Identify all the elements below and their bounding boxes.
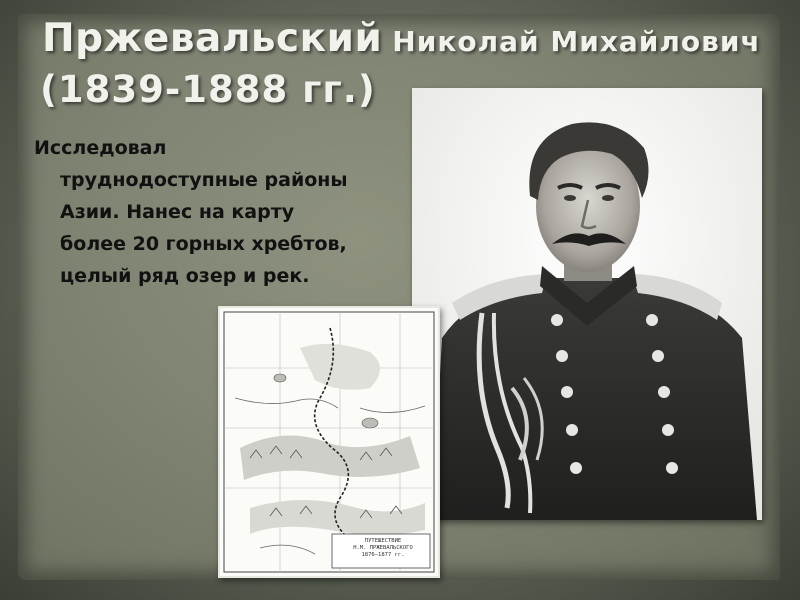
body-text [34,132,414,292]
body-line: Исследовал [34,137,167,159]
map-caption-line: 1876—1877 гг. [361,552,405,558]
map-caption [338,538,428,559]
map-caption-line: ПУТЕШЕСТВИЕ [364,538,402,544]
title-years: (1839-1888 гг.) [40,68,376,111]
body-line: Азии. Нанес на карту [60,201,295,223]
portrait-photo [412,88,762,520]
portrait-illustration [412,88,762,520]
body-line: целый ряд озер и рек. [60,265,310,287]
expedition-map [218,306,440,578]
map-caption-line: Н.М. ПРЖЕВАЛЬСКОГО [353,545,413,551]
body-line: труднодоступные районы [60,169,348,191]
body-line: более 20 горных хребтов, [60,233,347,255]
map-illustration [220,308,438,576]
title-surname: Пржевальский [42,16,383,61]
title-given-name: Николай Михайлович [392,25,761,58]
slide-title [42,16,761,61]
